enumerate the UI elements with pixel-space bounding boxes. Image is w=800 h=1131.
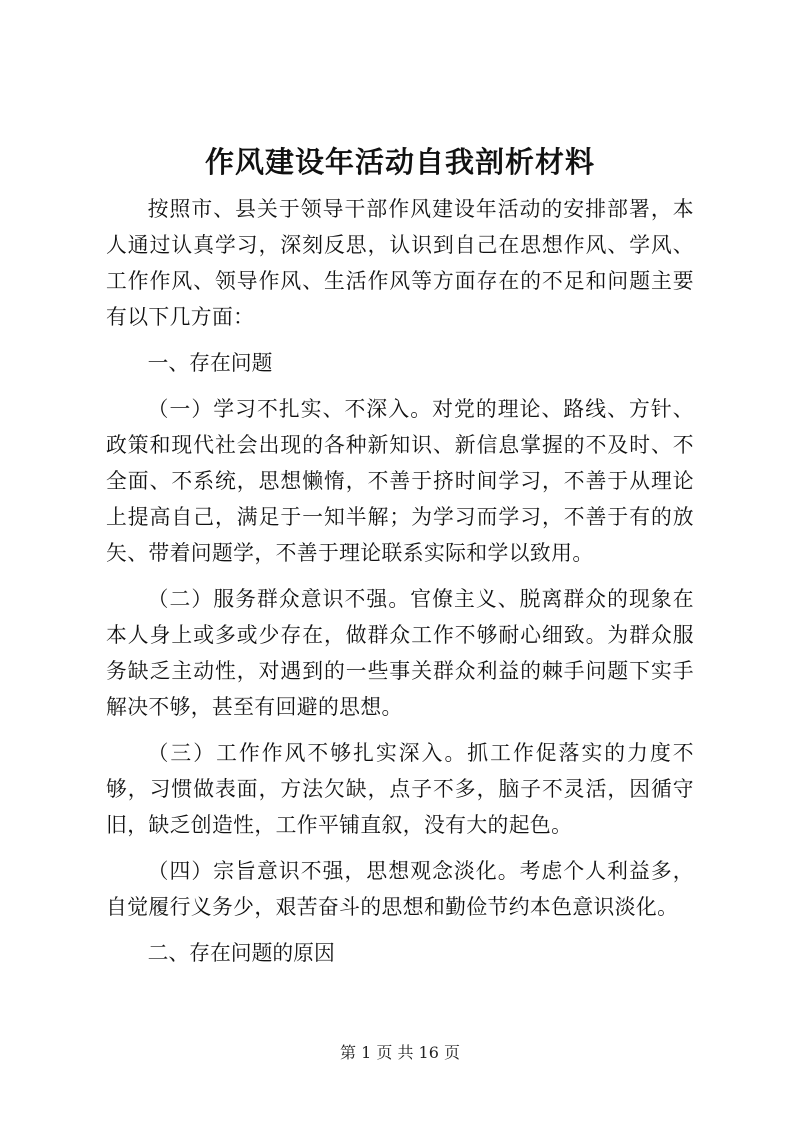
problem-paragraph-2: （二）服务群众意识不强。官僚主义、脱离群众的现象在本人身上或多或少存在，做群众工作不够耐心细致。为群众服务缺乏主动性，对遇到的一些事关群众利益的棘手问题下实手解决不够，甚至有回避的思想。: [106, 587, 694, 719]
page-footer: 第 1 页 共 16 页: [340, 1043, 460, 1062]
document-body: [106, 191, 694, 971]
section-heading-problems: 一、存在问题: [147, 351, 273, 375]
section-heading-causes: 二、存在问题的原因: [147, 941, 335, 965]
problem-paragraph-3: （三）工作作风不够扎实深入。抓工作促落实的力度不够，习惯做表面，方法欠缺，点子不多，脑子不灵活，因循守旧，缺乏创造性，工作平铺直叙，没有大的起色。: [106, 741, 694, 837]
document-title: 作风建设年活动自我剖析材料: [204, 145, 595, 179]
intro-paragraph: 按照市、县关于领导干部作风建设年活动的安排部署，本人通过认真学习，深刻反思，认识到自己在思想作风、学风、工作作风、领导作风、生活作风等方面存在的不足和问题主要有以下几方面：: [106, 197, 694, 329]
problem-paragraph-1: （一）学习不扎实、不深入。对党的理论、路线、方针、政策和现代社会出现的各种新知识、新信息掌握的不及时、不全面、不系统，思想懒惰，不善于挤时间学习，不善于从理论上提高自己，满足于一知半解；为学习而学习，不善于有的放矢、带着问题学，不善于理论联系实际和学以致用。: [106, 397, 694, 565]
problem-paragraph-4: （四）宗旨意识不强，思想观念淡化。考虑个人利益多，自觉履行义务少，艰苦奋斗的思想和勤俭节约本色意识淡化。: [106, 859, 694, 919]
